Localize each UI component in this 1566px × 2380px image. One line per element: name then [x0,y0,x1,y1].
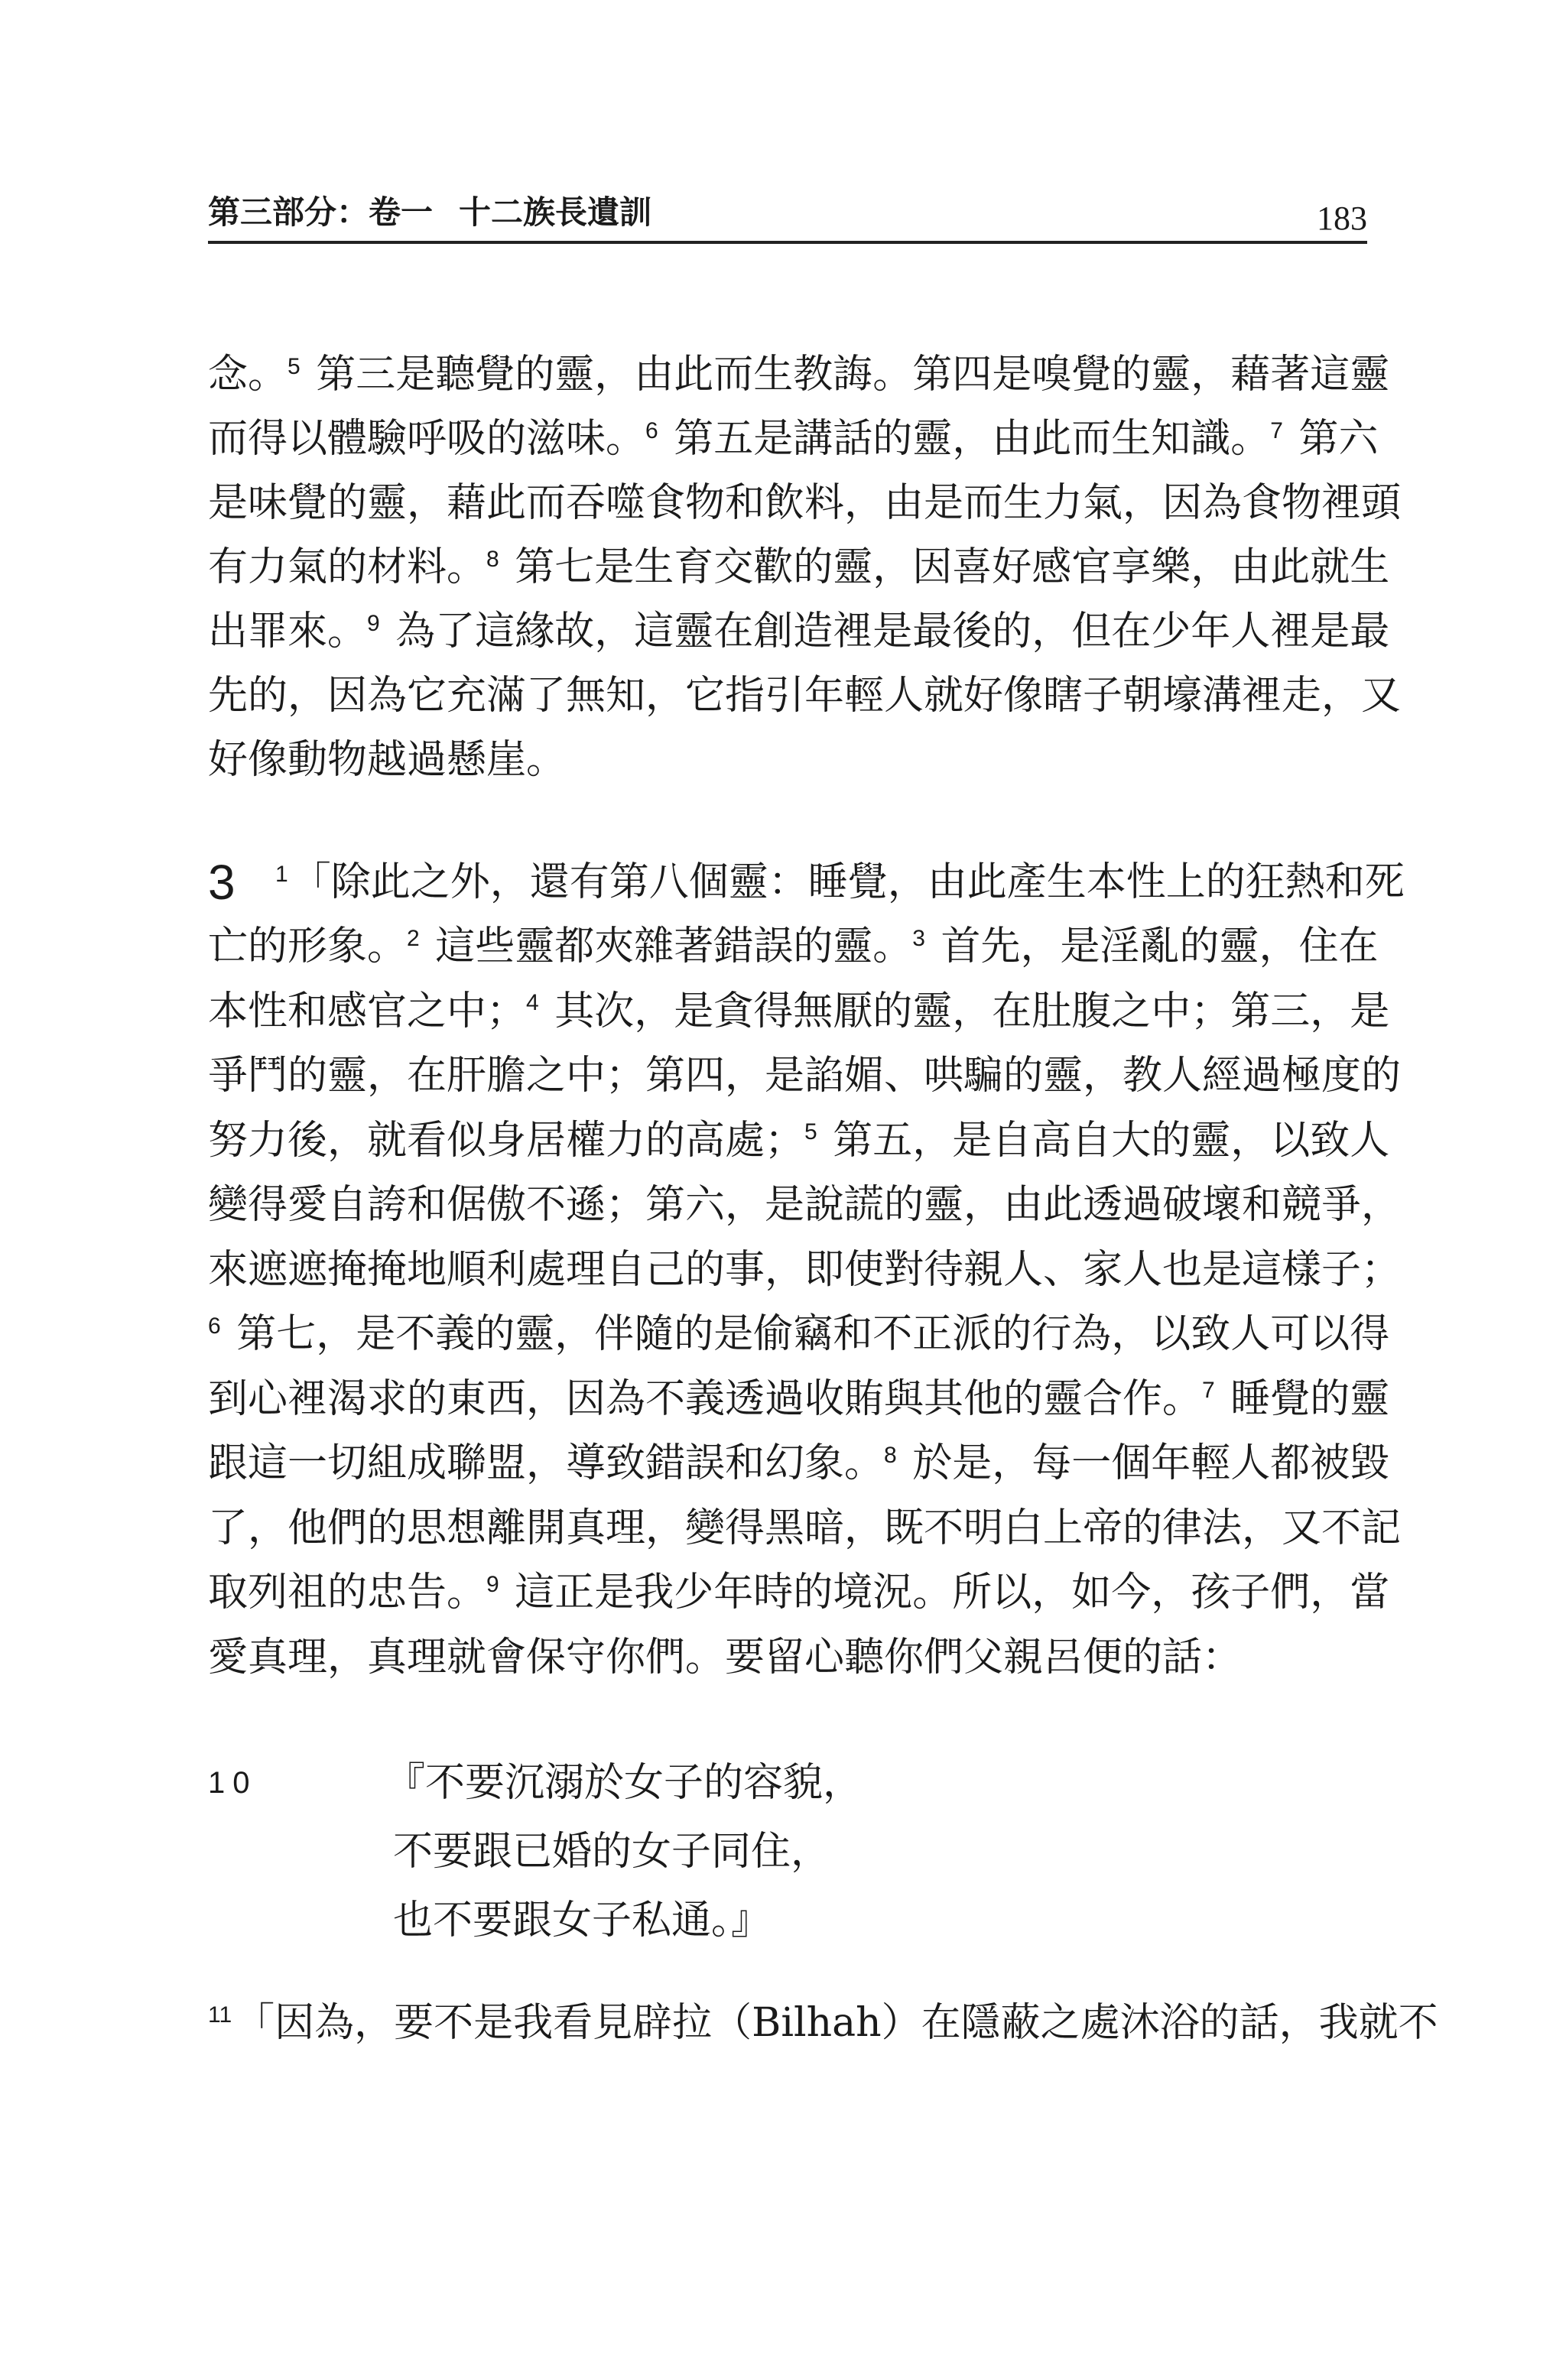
poem-line: 『不要沉溺於女子的容貌， [385,1760,863,1806]
chapter-3-line: 跟這一切組成聯盟，導致錯誤和幻象。$^8$ 於是，每一個年輕人都被毀 [208,1440,1390,1486]
header-section: 第三部分：卷一 [208,193,434,231]
chapter-3-line: 取列祖的忠告。$^9$ 這正是我少年時的境況。所以，如今，孩子們，當 [208,1570,1390,1615]
paragraph-1-line: 有力氣的材料。$^8$ 第七是生育交歡的靈，因喜好感官享樂，由此就生 [208,544,1390,590]
chapter-number: 3 [208,855,236,910]
chapter-3-line: 來遮遮掩掩地順利處理自己的事，即使對待親人、家人也是這樣子； [208,1246,1402,1293]
chapter-first-line: $^1$「除此之外，還有第八個靈：睡覺，由此產生本性上的狂熱和死 [275,859,1405,905]
header-title [208,187,651,233]
chapter-3-line: 努力後，就看似身居權力的高處；$^5$ 第五，是自高自大的靈，以致人 [208,1117,1390,1164]
verse-11-line: $^{11}$「因為，要不是我看見辟拉（Bilhah）在隱蔽之處沐浴的話，我就不 [208,2000,1438,2046]
paragraph-1-line: 念。$^5$ 第三是聽覺的靈，由此而生教誨。第四是嗅覺的靈，藉著這靈 [208,352,1390,398]
chapter-3-line: $^6$ 第七，是不義的靈，伴隨的是偷竊和不正派的行為，以致人可以得 [208,1311,1390,1357]
paragraph-1-line: 是味覺的靈，藉此而吞噬食物和飲料，由是而生力氣，因為食物裡頭 [208,480,1402,526]
poem-line: 不要跟已婚的女子同住， [393,1829,831,1875]
chapter-3-line: 本性和感官之中；$^4$ 其次，是貪得無厭的靈，在肚腹之中；第三，是 [208,988,1390,1034]
paragraph-1-line: 出罪來。$^9$ 為了這緣故，這靈在創造裡是最後的，但在少年人裡是最 [208,609,1390,654]
chapter-3-line: 到心裡渴求的東西，因為不義透過收賄與其他的靈合作。$^7$ 睡覺的靈 [208,1375,1390,1422]
chapter-3-line: 變得愛自誇和倨傲不遜；第六，是說謊的靈，由此透過破壞和競爭， [208,1182,1402,1228]
header-book: 十二族長遺訓 [459,193,652,231]
paragraph-1-line: 先的，因為它充滿了無知，它指引年輕人就好像瞎子朝壕溝裡走，又 [208,673,1402,719]
chapter-3-line: 愛真理，真理就會保守你們。要留心聽你們父親呂便的話： [208,1634,1243,1680]
paragraph-1-line: 而得以體驗呼吸的滋味。$^6$ 第五是講話的靈，由此而生知識。$^7$ 第六 [208,416,1379,462]
chapter-3-line: 爭鬥的靈，在肝膽之中；第四，是諂媚、哄騙的靈，教人經過極度的 [208,1053,1402,1099]
running-header [208,195,1367,244]
verse-10-number: 10 [208,1766,258,1800]
paragraph-1-line: 好像動物越過懸崖。 [208,737,567,783]
page-number: 183 [1317,200,1367,237]
chapter-3-line: 亡的形象。$^2$ 這些靈都夾雜著錯誤的靈。$^3$ 首先，是淫亂的靈，住在 [208,924,1379,969]
poem-line: 也不要跟女子私通。』 [393,1898,772,1943]
chapter-3-line: 了，他們的思想離開真理，變得黑暗，既不明白上帝的律法，又不記 [208,1505,1402,1551]
